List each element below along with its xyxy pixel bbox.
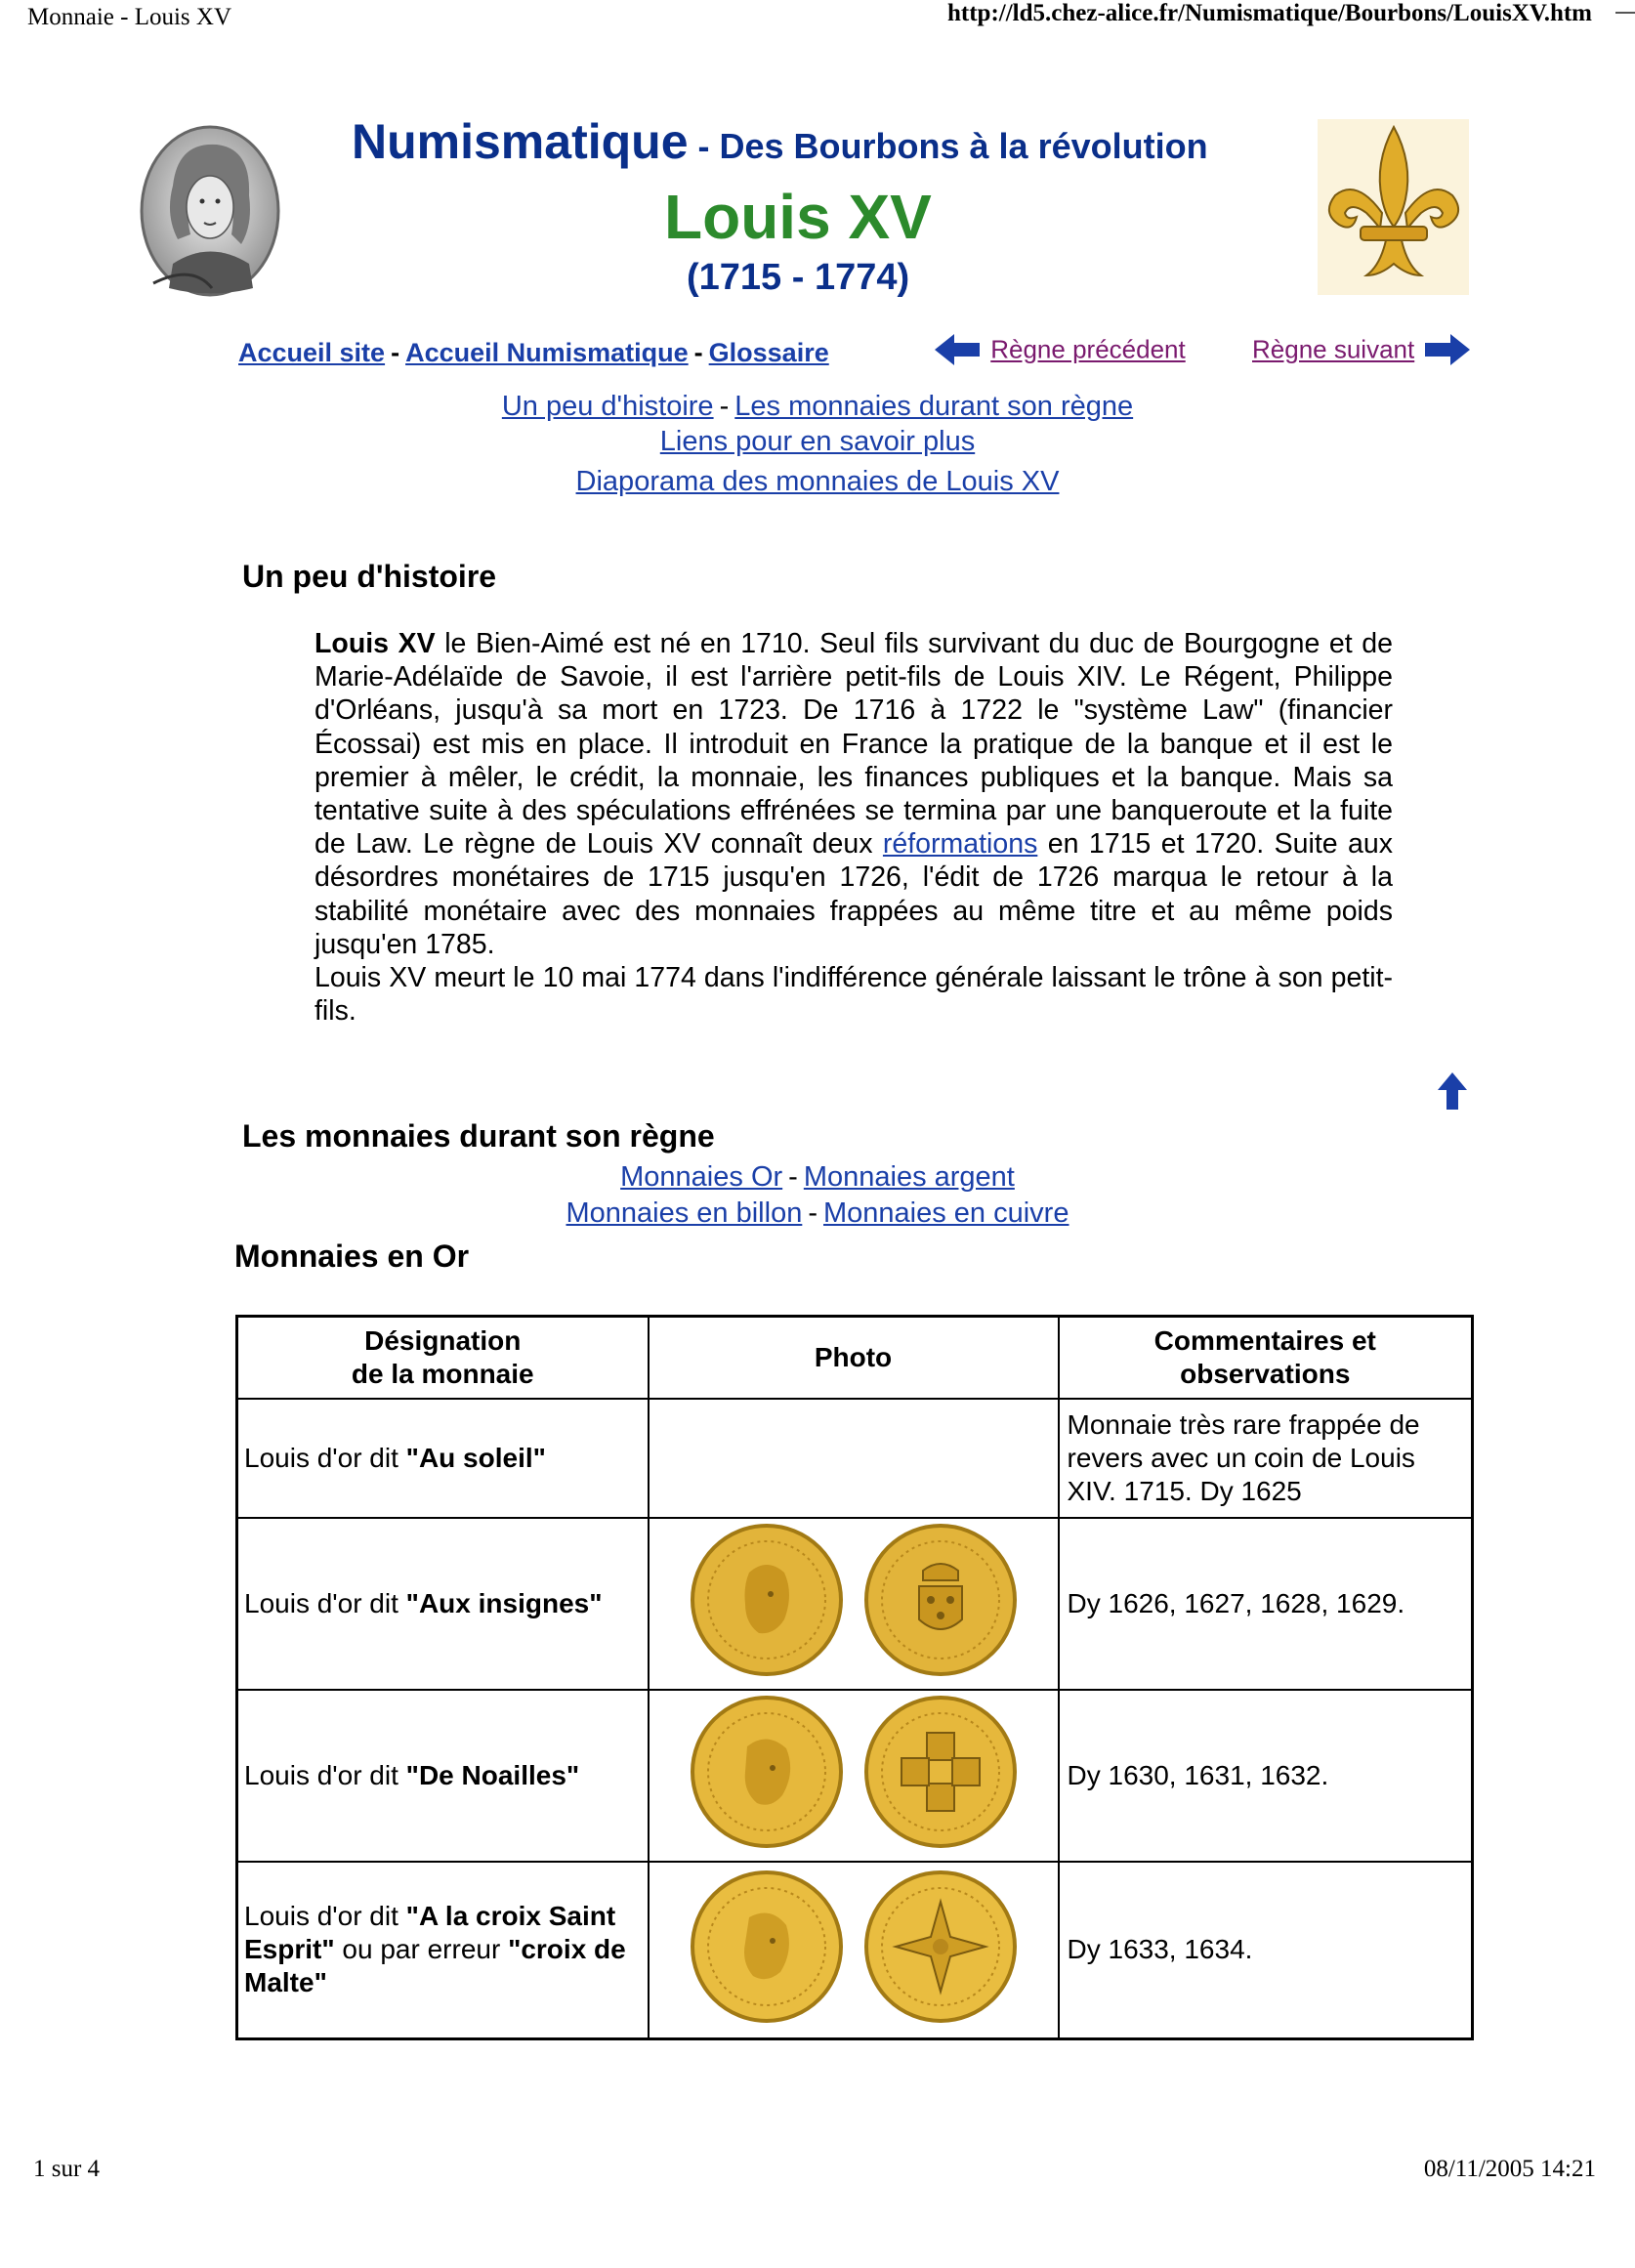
table-row bbox=[237, 1862, 1473, 2039]
king-portrait-icon bbox=[134, 117, 285, 305]
up-arrow-icon[interactable] bbox=[1436, 1071, 1469, 1112]
designation-cell bbox=[237, 1862, 649, 2039]
coins-sep: - bbox=[808, 1197, 818, 1229]
gold-coins-table bbox=[235, 1315, 1474, 2040]
print-footer-page: 1 sur 4 bbox=[33, 2156, 101, 2182]
coin-reverse-icon[interactable] bbox=[862, 1869, 1019, 2025]
coin-obverse-icon[interactable] bbox=[689, 1869, 845, 2025]
coin-obverse-icon[interactable] bbox=[689, 1694, 845, 1850]
designation-header bbox=[237, 1317, 649, 1399]
copper-coins-link[interactable]: Monnaies en cuivre bbox=[823, 1197, 1069, 1229]
home-link[interactable]: Accueil site bbox=[238, 338, 386, 367]
designation-cell bbox=[237, 1399, 649, 1518]
designation-prefix: Louis d'or dit bbox=[244, 1442, 406, 1473]
comment-cell: Monnaie très rare frappée de revers avec un coin de Louis XIV. 1715. Dy 1625 bbox=[1059, 1399, 1473, 1518]
table-header-row bbox=[237, 1317, 1473, 1399]
coin-reverse-icon[interactable] bbox=[862, 1522, 1019, 1678]
photo-header: Photo bbox=[649, 1317, 1059, 1399]
history-text bbox=[314, 627, 1393, 1028]
coin-reverse-icon[interactable] bbox=[862, 1694, 1019, 1850]
next-reign-link[interactable]: Règne suivant bbox=[1252, 334, 1415, 364]
photo-cell bbox=[649, 1690, 1059, 1862]
coins-sep: - bbox=[788, 1161, 798, 1193]
print-footer-datetime: 08/11/2005 14:21 bbox=[1423, 2156, 1596, 2182]
nav-bar bbox=[238, 338, 829, 368]
toc-sep: - bbox=[719, 391, 730, 422]
reign-dates: (1715 - 1774) bbox=[687, 257, 910, 298]
comments-header-l2: observations bbox=[1180, 1358, 1351, 1389]
table-row bbox=[237, 1399, 1473, 1518]
right-arrow-icon[interactable] bbox=[1421, 332, 1472, 367]
print-header-url: http://ld5.chez-alice.fr/Numismatique/Bourbons/LouisXV.htm bbox=[947, 0, 1592, 26]
photo-cell-empty bbox=[649, 1399, 1059, 1518]
nav-sep: - bbox=[693, 338, 703, 367]
site-title bbox=[352, 113, 1208, 170]
designation-prefix: Louis d'or dit bbox=[244, 1759, 406, 1790]
toc-slideshow-link[interactable]: Diaporama des monnaies de Louis XV bbox=[575, 466, 1060, 497]
designation-header-l1: Désignation bbox=[364, 1324, 522, 1356]
toc-line-2 bbox=[0, 426, 1635, 458]
designation-prefix: Louis d'or dit bbox=[244, 1901, 406, 1932]
designation-prefix: Louis d'or dit bbox=[244, 1587, 406, 1618]
history-text-b: en 1715 et 1720. Suite aux désordres monétaires de 1715 jusqu'en 1726, l'édit de 1726 marqua le retour à la stabilité monétaire avec des monnaies frappées au même titre et au même poids jusqu'en 1785. bbox=[314, 828, 1393, 960]
page-title: Louis XV bbox=[664, 182, 932, 252]
toc-line-1 bbox=[0, 391, 1635, 423]
coins-links-1 bbox=[0, 1161, 1635, 1194]
coin-name: "Au soleil" bbox=[405, 1442, 546, 1473]
gold-coins-link[interactable]: Monnaies Or bbox=[620, 1161, 783, 1193]
billon-coins-link[interactable]: Monnaies en billon bbox=[566, 1197, 803, 1229]
toc-coins-link[interactable]: Les monnaies durant son règne bbox=[734, 391, 1134, 422]
coins-heading: Les monnaies durant son règne bbox=[242, 1118, 715, 1154]
photo-cell bbox=[649, 1518, 1059, 1690]
comment-cell: Dy 1630, 1631, 1632. bbox=[1059, 1690, 1473, 1862]
designation-header-l2: de la monnaie bbox=[351, 1358, 534, 1389]
history-paragraph bbox=[314, 627, 1393, 961]
coin-name: "A la croix Saint Esprit" bbox=[244, 1901, 616, 1965]
reformations-link[interactable]: réformations bbox=[882, 828, 1038, 861]
history-text-a: le Bien-Aimé est né en 1710. Seul fils survivant du duc de Bourgogne et de Marie-Adélaïde de Savoie, il est l'arrière petit-fils de Louis XIV. Le Régent, Philippe d'Orléans, jusqu'à sa mort en 1723. De 1716 à 1722 le "système Law" (financier Écossai) est mis en place. Il introduit en France la pratique de la banque et il est le premier à mêler, le crédit, la monnaie, les finances publiques et la banque. Mais sa tentative suite à des spéculations effrénées se termina par une banqueroute et la fuite de Law. Le règne de Louis XV connaît deux bbox=[314, 628, 1393, 861]
coins-links-2 bbox=[0, 1197, 1635, 1230]
next-reign[interactable] bbox=[1252, 332, 1472, 367]
coin-alt-name: "croix de Malte" bbox=[244, 1934, 626, 1998]
comments-header bbox=[1059, 1317, 1473, 1399]
gold-subheading: Monnaies en Or bbox=[234, 1239, 470, 1274]
table-row bbox=[237, 1518, 1473, 1690]
coin-obverse-icon[interactable] bbox=[689, 1522, 845, 1678]
site-subtitle: - Des Bourbons à la révolution bbox=[688, 126, 1208, 166]
comment-cell: Dy 1633, 1634. bbox=[1059, 1862, 1473, 2039]
comments-header-l1: Commentaires et bbox=[1153, 1324, 1376, 1356]
fleur-de-lis-icon bbox=[1318, 119, 1469, 295]
comment-cell: Dy 1626, 1627, 1628, 1629. bbox=[1059, 1518, 1473, 1690]
left-arrow-icon[interactable] bbox=[933, 332, 984, 367]
print-header-title: Monnaie - Louis XV bbox=[27, 4, 231, 30]
site-title-main: Numismatique bbox=[352, 114, 689, 169]
prev-reign-link[interactable]: Règne précédent bbox=[990, 334, 1186, 364]
history-paragraph-2: Louis XV meurt le 10 mai 1774 dans l'indifférence générale laissant le trône à son petit-fils. bbox=[314, 962, 1393, 1028]
coin-name: "Aux insignes" bbox=[405, 1587, 603, 1618]
toc-links-link[interactable]: Liens pour en savoir plus bbox=[659, 426, 976, 457]
prev-reign[interactable] bbox=[933, 332, 1186, 367]
toc-history-link[interactable]: Un peu d'histoire bbox=[501, 391, 714, 422]
coin-name: "De Noailles" bbox=[405, 1759, 580, 1790]
toc-line-3 bbox=[0, 466, 1635, 498]
edge-mark bbox=[1615, 12, 1635, 14]
numis-home-link[interactable]: Accueil Numismatique bbox=[405, 338, 689, 367]
silver-coins-link[interactable]: Monnaies argent bbox=[803, 1161, 1015, 1193]
glossary-link[interactable]: Glossaire bbox=[708, 338, 829, 367]
nav-sep: - bbox=[391, 338, 400, 367]
king-name: Louis XV bbox=[314, 628, 436, 659]
designation-suffix: ou par erreur bbox=[334, 1934, 509, 1965]
table-row bbox=[237, 1690, 1473, 1862]
designation-cell bbox=[237, 1690, 649, 1862]
photo-cell bbox=[649, 1862, 1059, 2039]
designation-cell bbox=[237, 1518, 649, 1690]
history-heading: Un peu d'histoire bbox=[242, 559, 497, 594]
